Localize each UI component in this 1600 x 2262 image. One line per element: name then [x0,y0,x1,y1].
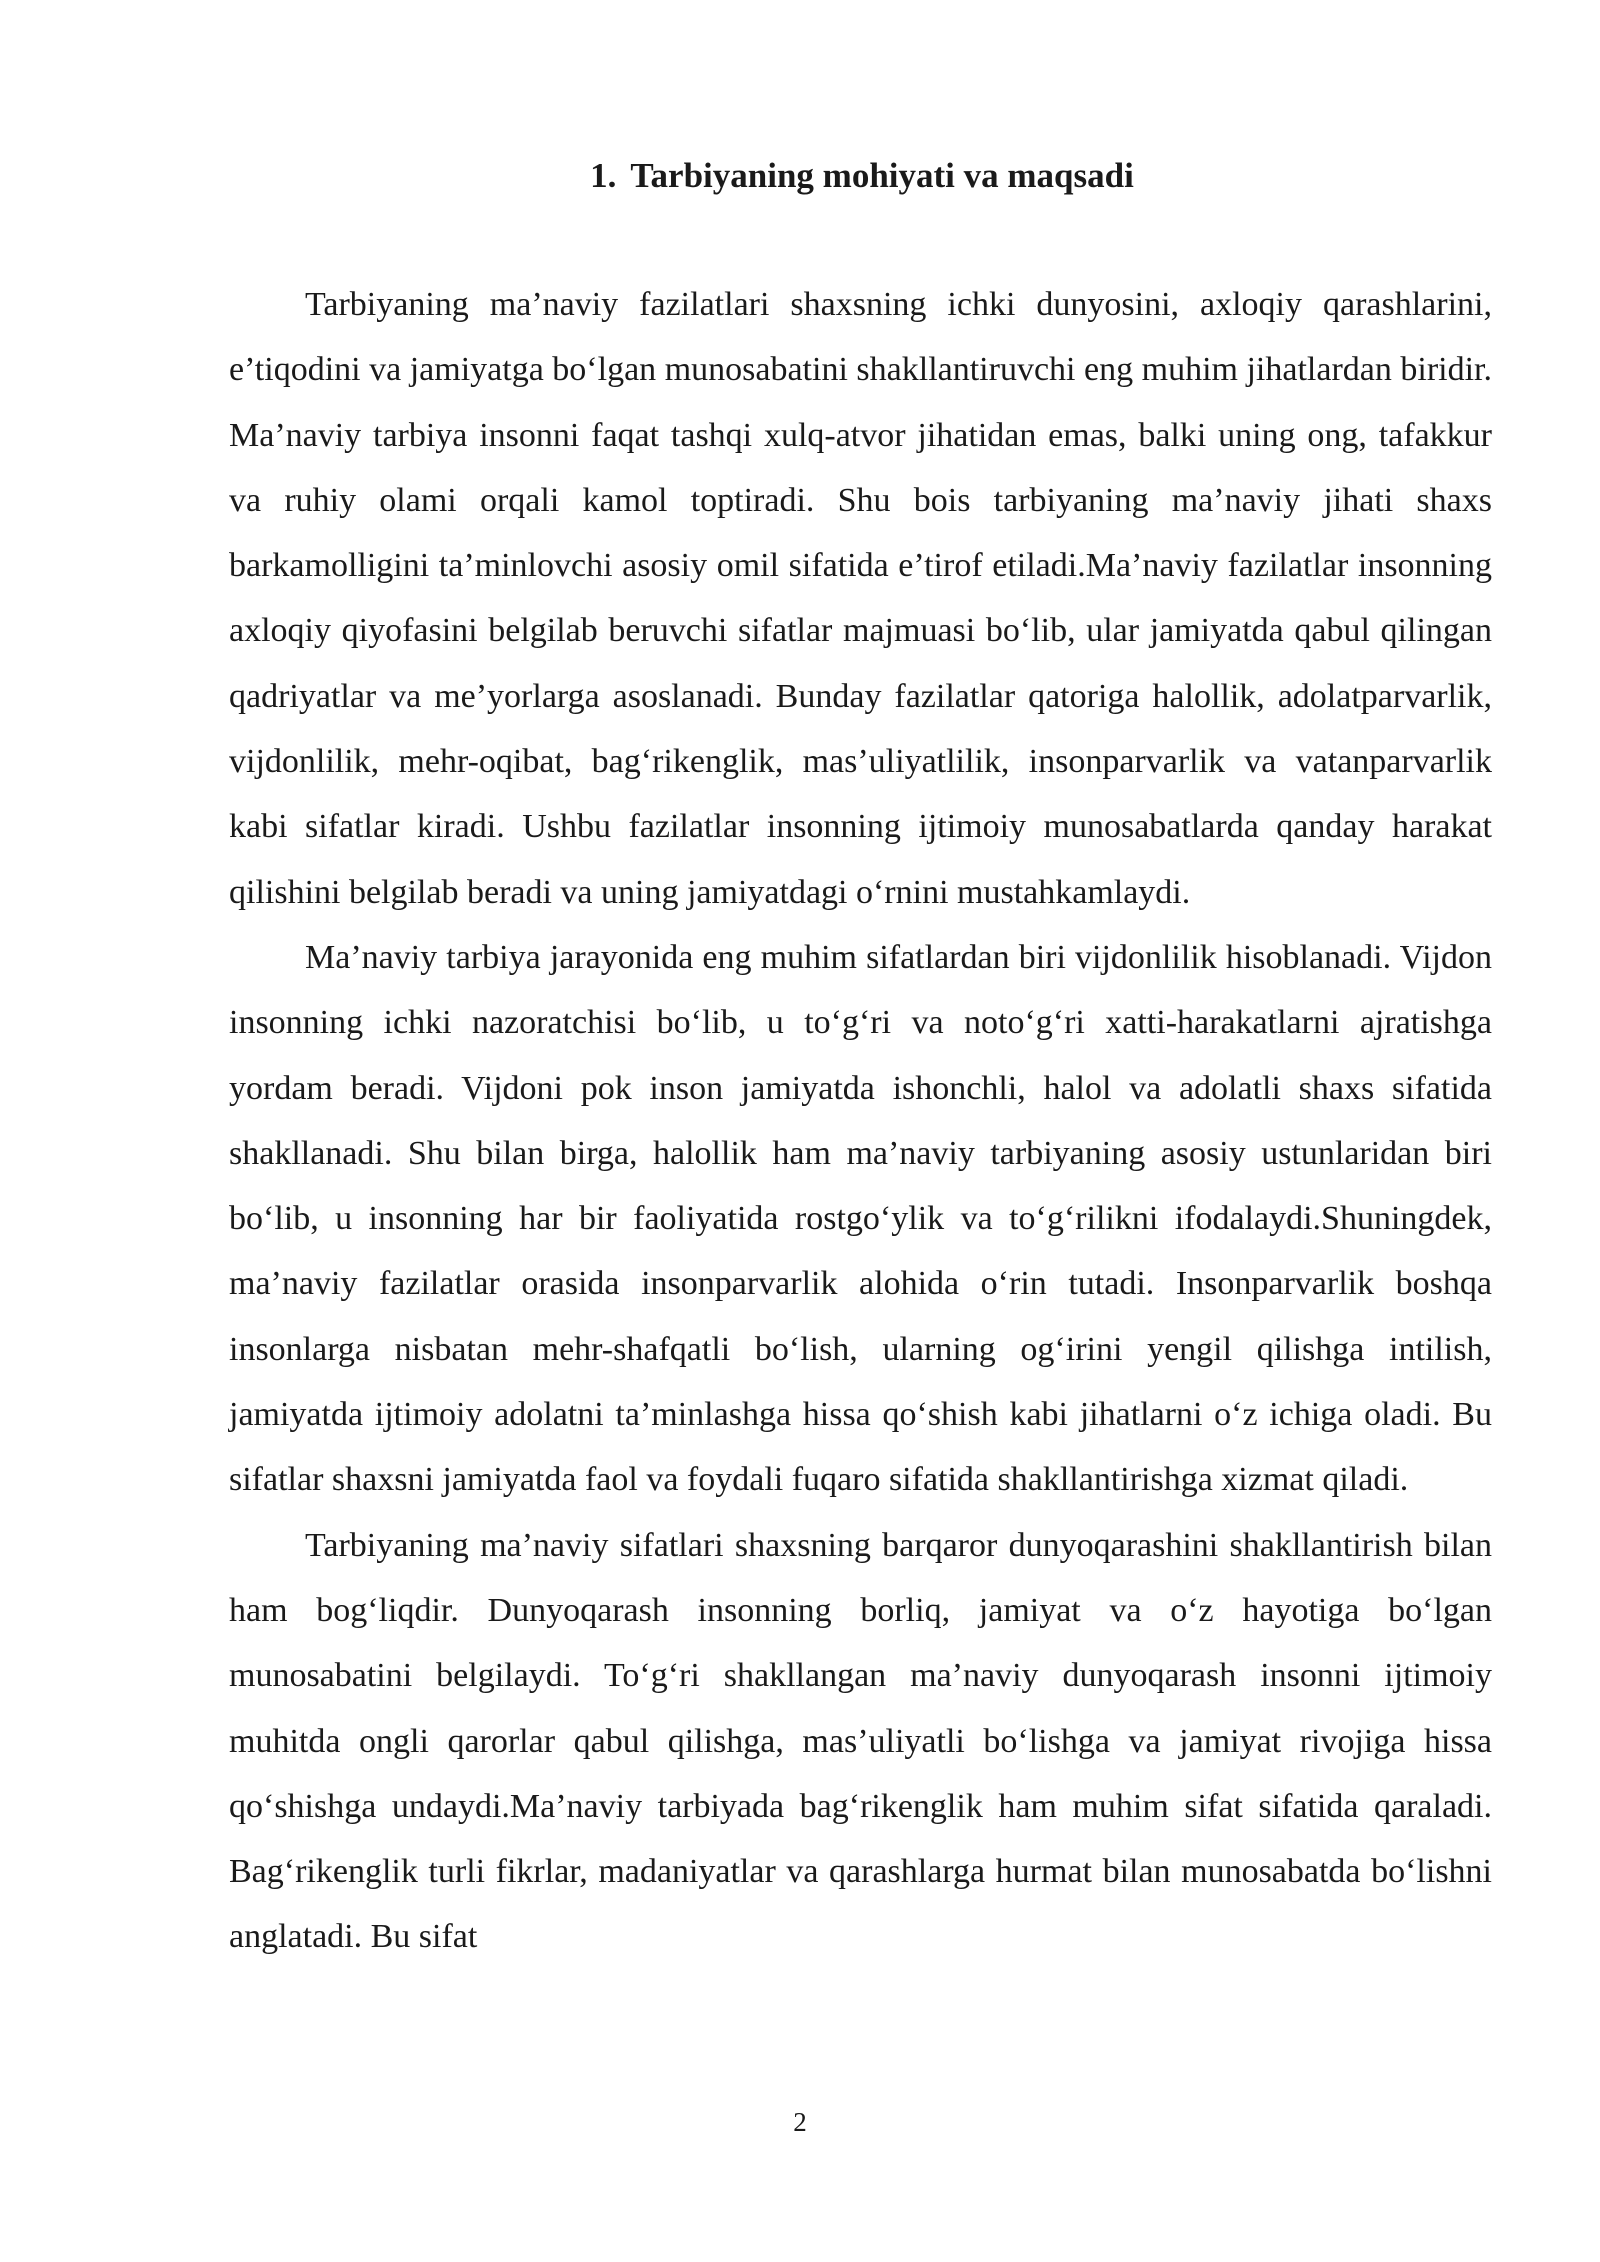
section-heading [0,152,1600,200]
section-title: Tarbiyaning mohiyati va maqsadi [630,156,1134,195]
paragraph-2: Ma’naviy tarbiya jarayonida eng muhim sifatlardan biri vijdonlilik hisoblanadi. Vijdon insonning ichki nazoratchisi bo‘lib, u to‘g‘ri va noto‘g‘ri xatti-harakatlarni ajratishga yordam beradi. Vijdoni pok inson jamiyatda ishonchli, halol va adolatli shaxs sifatida shakllanadi. Shu bilan birga, halollik ham ma’naviy tarbiyaning asosiy ustunlaridan biri bo‘lib, u insonning har bir faoliyatida rostgo‘ylik va to‘g‘rilikni ifodalaydi.Shuningdek, ma’naviy fazilatlar orasida insonparvarlik alohida o‘rin tutadi. Insonparvarlik boshqa insonlarga nisbatan mehr-shafqatli bo‘lish, ularning og‘irini yengil qilishga intilish, jamiyatda ijtimoiy adolatni ta’minlashga hissa qo‘shish kabi jihatlarni o‘z ichiga oladi. Bu sifatlar shaxsni jamiyatda faol va foydali fuqaro sifatida shakllantirishga xizmat qiladi. [229,938,1492,1499]
paragraph-1: Tarbiyaning ma’naviy fazilatlari shaxsning ichki dunyosini, axloqiy qarashlarini, e’tiqodini va jamiyatga bo‘lgan munosabatini shakllantiruvchi eng muhim jihatlardan biridir. Ma’naviy tarbiya insonni faqat tashqi xulq-atvor jihatidan emas, balki uning ong, tafakkur va ruhiy olami orqali kamol toptiradi. Shu bois tarbiyaning ma’naviy jihati shaxs barkamolligini ta’minlovchi asosiy omil sifatida e’tirof etiladi.Ma’naviy fazilatlar insonning axloqiy qiyofasini belgilab beruvchi sifatlar majmuasi bo‘lib, ular jamiyatda qabul qilingan qadriyatlar va me’yorlarga asoslanadi. Bunday fazilatlar qatoriga halollik, adolatparvarlik, vijdonlilik, mehr-oqibat, bag‘rikenglik, mas’uliyatlilik, insonparvarlik va vatanparvarlik kabi sifatlar kiradi. Ushbu fazilatlar insonning ijtimoiy munosabatlarda qanday harakat qilishini belgilab beradi va uning jamiyatdagi o‘rnini mustahkamlaydi. [229,286,1492,911]
section-number: 1. [590,156,617,195]
body-text [229,272,1492,1970]
paragraph-3: Tarbiyaning ma’naviy sifatlari shaxsning barqaror dunyoqarashini shakllantirish bilan ham bog‘liqdir. Dunyoqarash insonning borliq, jamiyat va o‘z hayotiga bo‘lgan munosabatini belgilaydi. To‘g‘ri shakllangan ma’naviy dunyoqarash insonni ijtimoiy muhitda ongli qarorlar qabul qilishga, mas’uliyatli bo‘lishga va jamiyat rivojiga hissa qo‘shishga undaydi.Ma’naviy tarbiyada bag‘rikenglik ham muhim sifat sifatida qaraladi. Bag‘rikenglik turli fikrlar, madaniyatlar va qarashlarga hurmat bilan munosabatda bo‘lishni anglatadi. Bu sifat [229,1526,1492,1956]
page-number: 2 [793,2107,807,2137]
